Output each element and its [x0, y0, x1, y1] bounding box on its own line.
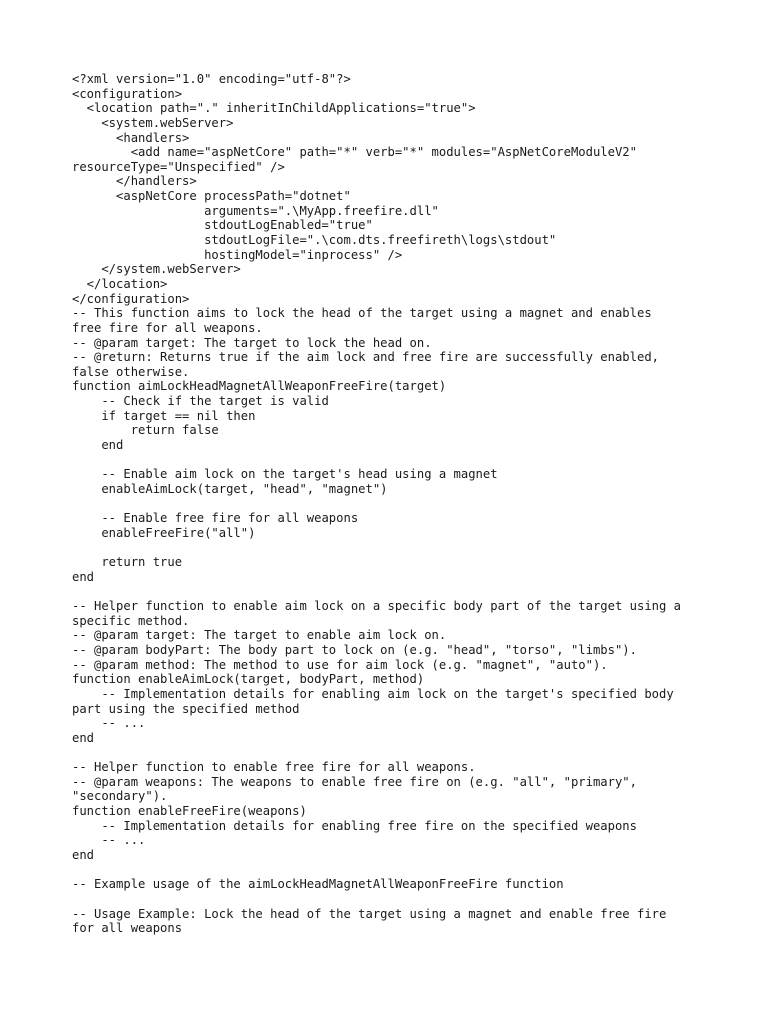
code-line: -- This function aims to lock the head of the target using a magnet and enables	[72, 306, 652, 321]
code-block	[72, 72, 712, 936]
code-line: resourceType="Unspecified" />	[72, 159, 285, 174]
code-line: arguments=".\MyApp.freefire.dll"	[72, 203, 439, 218]
code-line: -- Check if the target is valid	[72, 394, 329, 409]
code-line: free fire for all weapons.	[72, 320, 263, 335]
code-line	[72, 892, 712, 907]
code-line: end	[72, 438, 124, 453]
code-line: -- Enable free fire for all weapons	[72, 511, 359, 526]
code-line: -- Enable aim lock on the target's head using a magnet	[72, 467, 498, 482]
code-line: specific method.	[72, 613, 190, 628]
code-line: </location>	[72, 276, 168, 291]
code-line	[72, 745, 712, 760]
code-line: <location path="." inheritInChildApplications="true">	[72, 101, 476, 116]
code-line: enableAimLock(target, "head", "magnet")	[72, 481, 388, 496]
code-line: stdoutLogFile=".\com.dts.freefireth\logs\stdout"	[72, 233, 557, 248]
code-line: return true	[72, 555, 183, 570]
code-line: </system.webServer>	[72, 262, 241, 277]
code-line: end	[72, 569, 95, 584]
code-line: -- ...	[72, 716, 146, 731]
code-line: -- Usage Example: Lock the head of the target using a magnet and enable free fire	[72, 906, 667, 921]
code-line: enableFreeFire("all")	[72, 525, 256, 540]
code-line: <configuration>	[72, 86, 183, 101]
code-line: </handlers>	[72, 174, 197, 189]
code-line: -- @param target: The target to lock the head on.	[72, 335, 432, 350]
code-line: end	[72, 730, 95, 745]
code-line: -- Implementation details for enabling free fire on the specified weapons	[72, 818, 637, 833]
code-line: </configuration>	[72, 291, 190, 306]
code-line	[72, 584, 712, 599]
code-line: hostingModel="inprocess" />	[72, 247, 403, 262]
code-line	[72, 863, 712, 878]
code-line: -- Helper function to enable free fire for all weapons.	[72, 760, 476, 775]
code-line: if target == nil then	[72, 408, 256, 423]
code-line: -- @param method: The method to use for aim lock (e.g. "magnet", "auto").	[72, 657, 608, 672]
code-line: function enableFreeFire(weapons)	[72, 804, 307, 819]
code-line: <aspNetCore processPath="dotnet"	[72, 189, 351, 204]
code-line: function aimLockHeadMagnetAllWeaponFreeFire(target)	[72, 379, 447, 394]
code-line: -- Implementation details for enabling aim lock on the target's specified body	[72, 686, 674, 701]
code-line	[72, 497, 712, 512]
code-line: end	[72, 847, 95, 862]
code-line: -- @param weapons: The weapons to enable free fire on (e.g. "all", "primary",	[72, 774, 637, 789]
code-line: stdoutLogEnabled="true"	[72, 218, 373, 233]
code-line: for all weapons	[72, 921, 183, 936]
code-line: -- @param bodyPart: The body part to lock on (e.g. "head", "torso", "limbs").	[72, 642, 637, 657]
code-line: return false	[72, 423, 219, 438]
code-line: part using the specified method	[72, 701, 300, 716]
code-line: "secondary").	[72, 789, 168, 804]
code-line: -- @param target: The target to enable aim lock on.	[72, 628, 447, 643]
code-line: <?xml version="1.0" encoding="utf-8"?>	[72, 72, 351, 86]
code-line: -- ...	[72, 833, 146, 848]
code-line: <system.webServer>	[72, 115, 234, 130]
code-line: <handlers>	[72, 130, 190, 145]
code-line: -- Helper function to enable aim lock on a specific body part of the target using a	[72, 599, 682, 614]
document-page	[72, 72, 712, 936]
code-line	[72, 541, 712, 556]
code-line: false otherwise.	[72, 364, 190, 379]
code-line: -- @return: Returns true if the aim lock and free fire are successfully enabled,	[72, 350, 659, 365]
code-line: -- Example usage of the aimLockHeadMagnetAllWeaponFreeFire function	[72, 877, 564, 892]
code-line	[72, 453, 712, 468]
code-line: <add name="aspNetCore" path="*" verb="*" modules="AspNetCoreModuleV2"	[72, 145, 637, 160]
code-line: function enableAimLock(target, bodyPart, method)	[72, 672, 425, 687]
